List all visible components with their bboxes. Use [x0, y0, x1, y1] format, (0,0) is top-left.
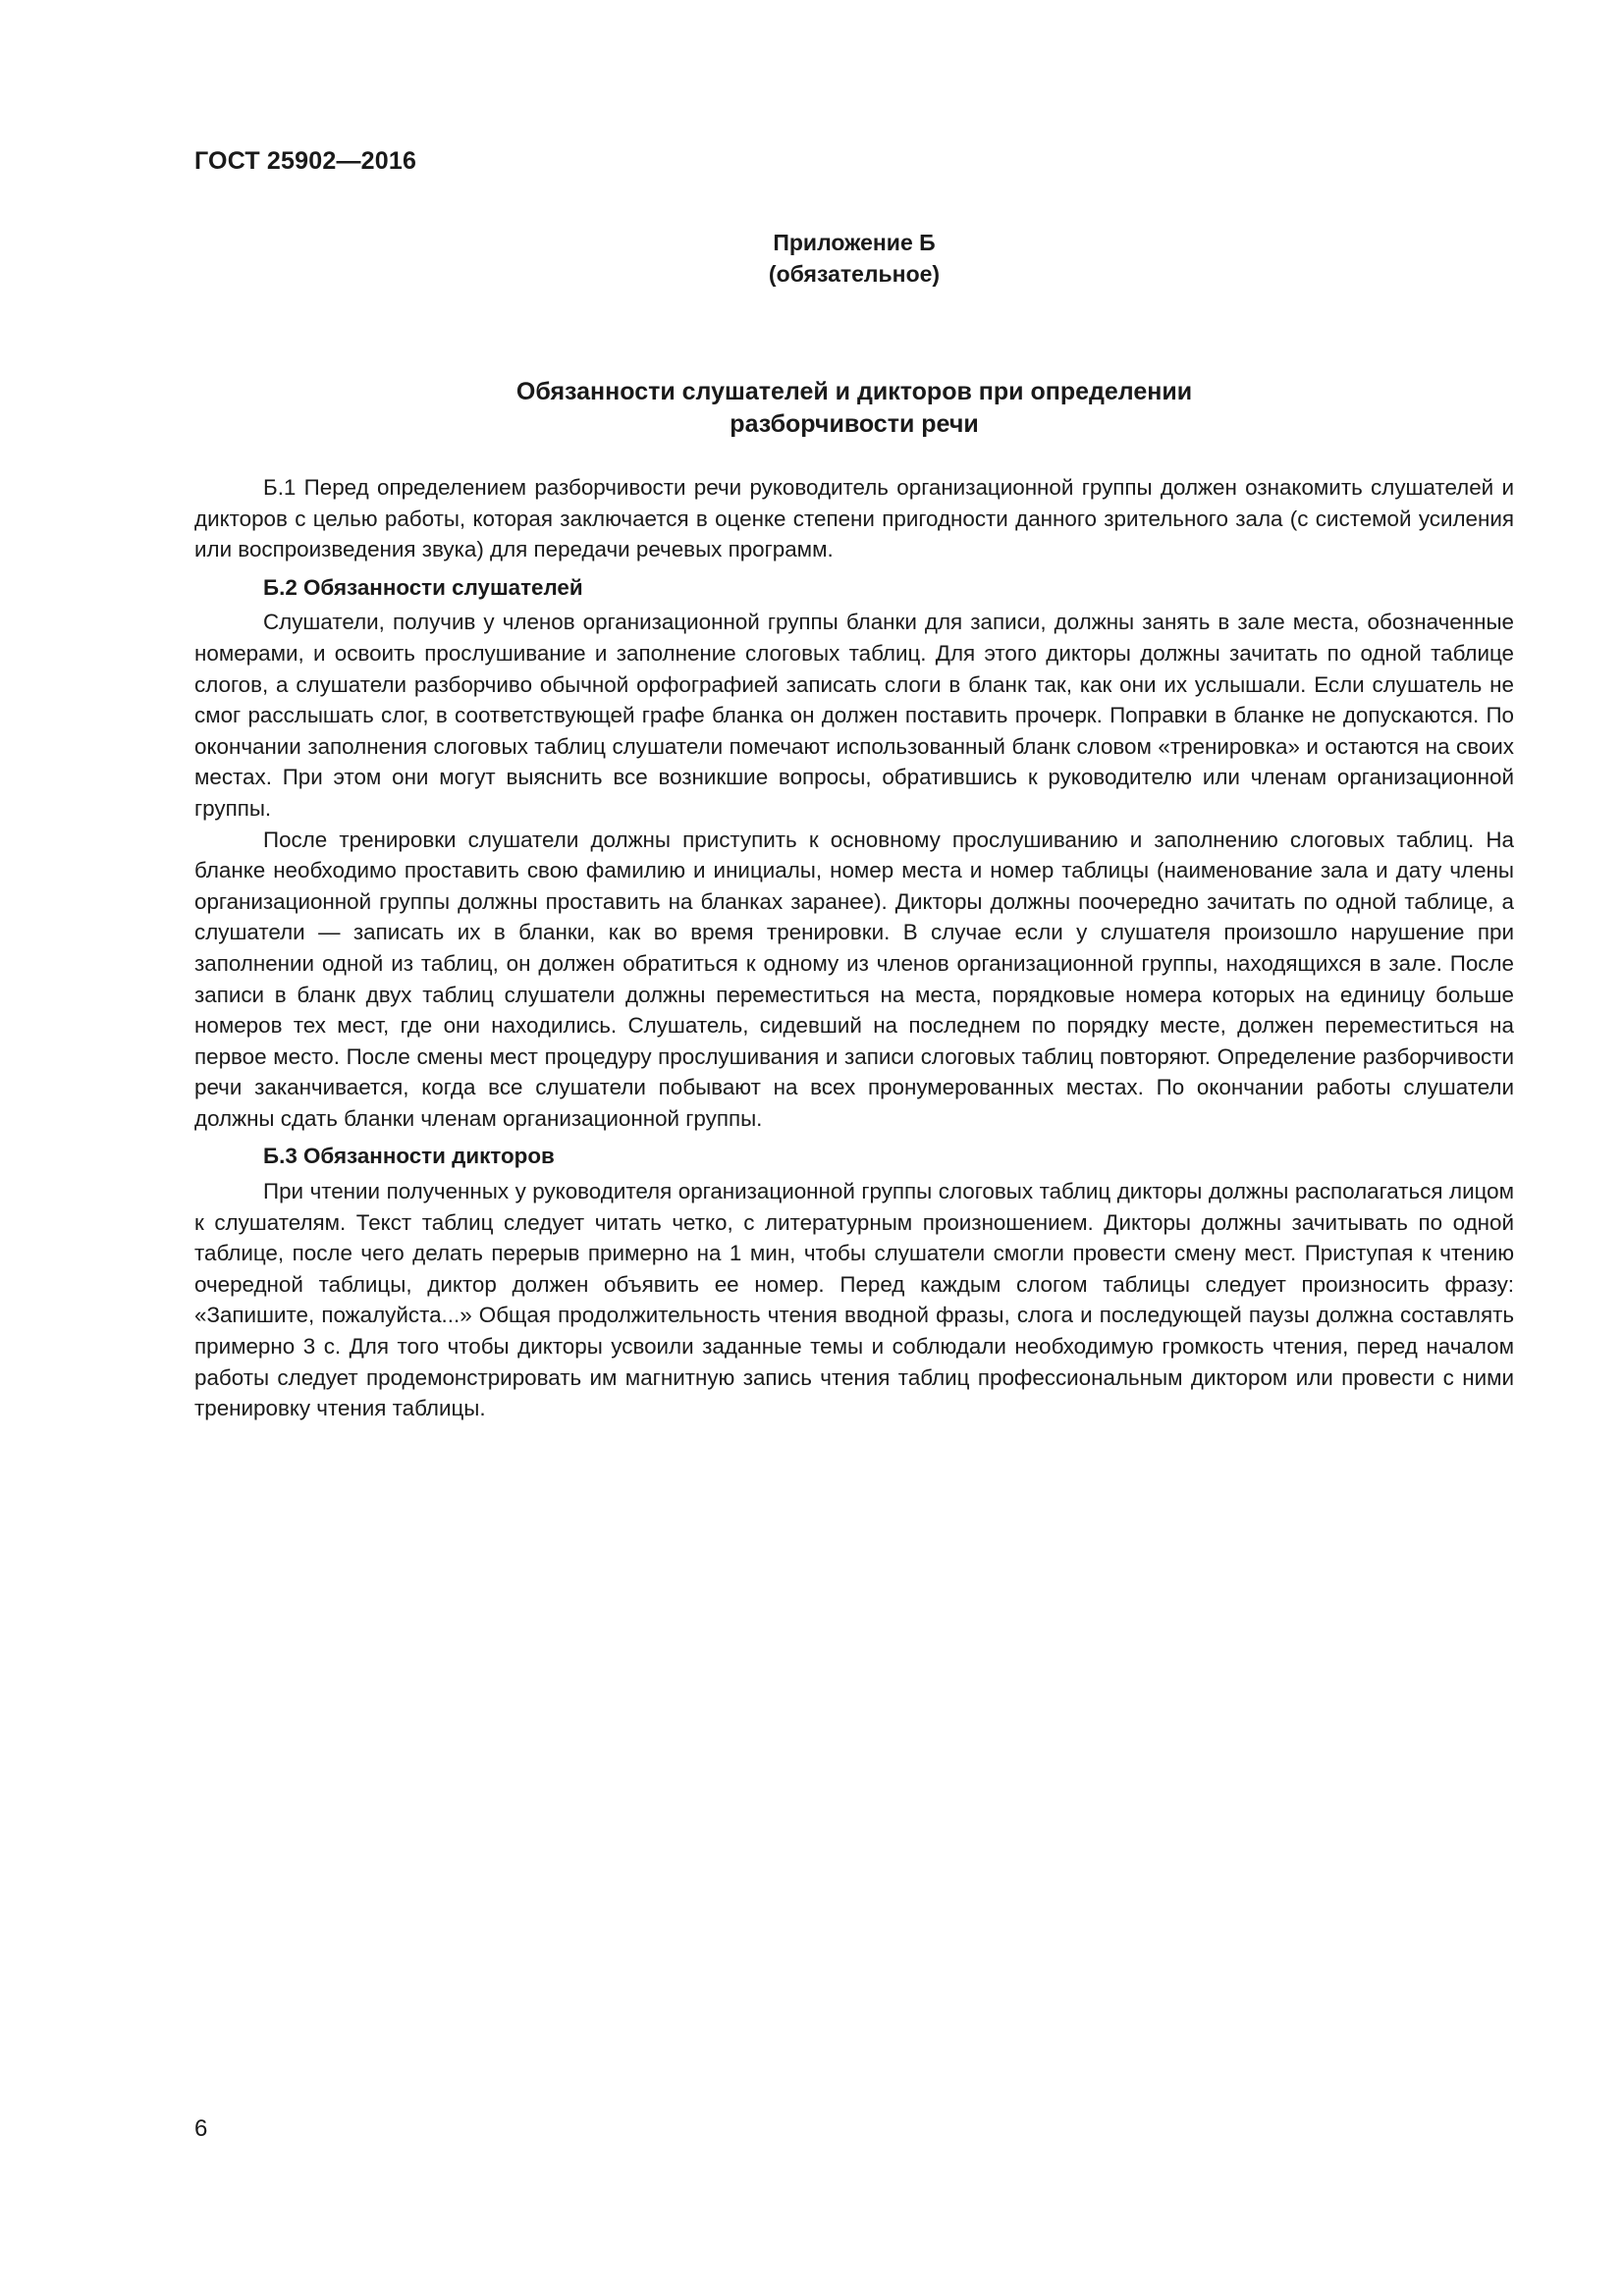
paragraph-b1: Б.1 Перед определением разборчивости речи руководитель организационной группы должен ознакомить слушателей и дикторов с целью работы, которая заключается в оценке степени пригодности данного зрительного зала (с системой усиления или воспроизведения звука) для передачи речевых программ.: [194, 475, 1514, 562]
document-code: ГОСТ 25902—2016: [194, 147, 417, 175]
section-title: [194, 376, 1514, 441]
paragraph-b3-announcers: При чтении полученных у руководителя организационной группы слоговых таблиц дикторы должны располагаться лицом к слушателям. Текст таблиц следует читать четко, с литературным произношением. Дикторы должны зачитывать по одной таблице, после чего делать перерыв примерно на 1 мин, чтобы слушатели смогли провести смену мест. Приступая к чтению очередной таблицы, диктор должен объявить ее номер. Перед каждым слогом таблицы следует произносить фразу: «Запишите, пожалуйста...» Общая продолжительность чтения вводной фразы, слога и последующей паузы должна составлять примерно 3 с. Для того чтобы дикторы усвоили заданные темы и соблюдали необходимую громкость чтения, перед началом работы следует продемонстрировать им магнитную запись чтения таблиц профессиональным диктором или провести с ними тренировку чтения таблицы.: [194, 1179, 1514, 1421]
appendix-title: Приложение Б: [773, 230, 936, 255]
appendix-status: (обязательное): [768, 261, 941, 287]
paragraph-b2-listeners-main: После тренировки слушатели должны приступить к основному прослушиванию и заполнению слоговых таблиц. На бланке необходимо проставить свою фамилию и инициалы, номер места и номер таблицы (наименование зала и дату члены организационной группы должны проставить на бланках заранее). Дикторы должны поочередно зачитать по одной таблице, а слушатели — записать их в бланки, как во время тренировки. В случае если у слушателя произошло нарушение при заполнении одной из таблиц, он должен обратиться к одному из членов организационной группы, находящихся в зале. После записи в бланк двух таблиц слушатели должны переместиться на места, порядковые номера которых на единицу больше номеров тех мест, где они находились. Слушатель, сидевший на последнем по порядку месте, должен переместиться на первое место. После смены мест процедуру прослушивания и записи слоговых таблиц повторяют. Определение разборчивости речи заканчивается, когда все слушатели побывают на всех пронумерованных местах. По окончании работы слушатели должны сдать бланки членам организационной группы.: [194, 827, 1514, 1131]
heading-b3: Б.3 Обязанности дикторов: [263, 1144, 555, 1169]
heading-b2: Б.2 Обязанности слушателей: [263, 574, 583, 600]
page-number: 6: [194, 2115, 208, 2142]
section-title-line-2: разборчивости речи: [730, 410, 979, 438]
section-title-line-1: Обязанности слушателей и дикторов при определении: [515, 378, 1193, 405]
paragraph-b2-listeners-training: Слушатели, получив у членов организационной группы бланки для записи, должны занять в зале места, обозначенные номерами, и освоить прослушивание и заполнение слоговых таблиц. Для этого дикторы должны зачитать по одной таблице слогов, а слушатели разборчиво обычной орфографией записать слоги в бланк так, как они их услышали. Если слушатель не смог расслышать слог, в соответствующей графе бланка он должен поставить прочерк. Поправки в бланке не допускаются. По окончании заполнения слоговых таблиц слушатели помечают использованный бланк словом «тренировка» и остаются на своих местах. При этом они могут выяснить все возникшие вопросы, обратившись к руководителю или членам организационной группы.: [194, 610, 1514, 821]
document-body: [194, 472, 1514, 1424]
